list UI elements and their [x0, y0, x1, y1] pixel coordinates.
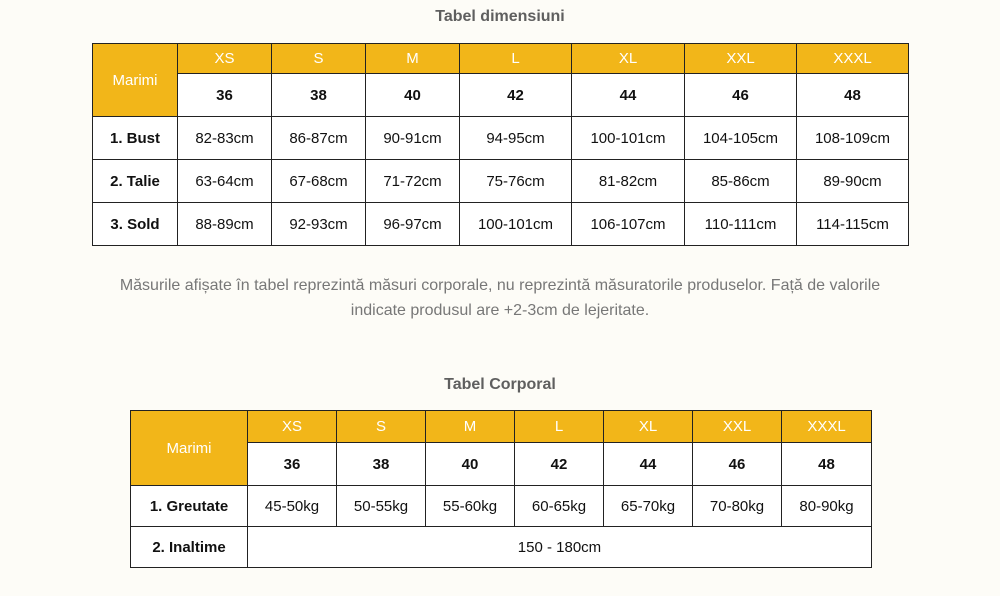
table-cell: 110-111cm	[685, 203, 797, 246]
size-label: S	[337, 411, 426, 443]
size-label: XXXL	[797, 44, 909, 74]
table-cell: 85-86cm	[685, 160, 797, 203]
table-cell: 89-90cm	[797, 160, 909, 203]
table2-title: Tabel Corporal	[444, 376, 556, 393]
size-number: 42	[460, 74, 572, 117]
note-line: indicate produsul are +2-3cm de lejeritate.	[350, 302, 650, 319]
table-cell: 67-68cm	[272, 160, 366, 203]
table1-title: Tabel dimensiuni	[435, 8, 565, 25]
size-number: 48	[797, 74, 909, 117]
size-number: 40	[426, 443, 515, 486]
table-cell: 100-101cm	[572, 117, 685, 160]
table-cell: 104-105cm	[685, 117, 797, 160]
table-cell: 55-60kg	[426, 486, 515, 527]
table-cell: 63-64cm	[178, 160, 272, 203]
table-cell: 92-93cm	[272, 203, 366, 246]
table-cell: 75-76cm	[460, 160, 572, 203]
table-cell: 45-50kg	[248, 486, 337, 527]
size-number: 40	[366, 74, 460, 117]
table-row	[131, 486, 872, 527]
size-label: XL	[604, 411, 693, 443]
size-label: S	[272, 44, 366, 74]
row-label: 2. Inaltime	[131, 527, 248, 568]
size-number: 36	[178, 74, 272, 117]
table-cell: 108-109cm	[797, 117, 909, 160]
table-cell: 70-80kg	[693, 486, 782, 527]
size-label: XXL	[693, 411, 782, 443]
size-label: L	[460, 44, 572, 74]
table-cell: 50-55kg	[337, 486, 426, 527]
size-dimensions-table	[92, 43, 909, 246]
body-size-table	[130, 410, 872, 568]
measurement-note	[40, 273, 960, 323]
size-number: 36	[248, 443, 337, 486]
table-cell: 81-82cm	[572, 160, 685, 203]
table-row	[93, 160, 909, 203]
height-range-cell: 150 - 180cm	[248, 527, 872, 568]
table-cell: 60-65kg	[515, 486, 604, 527]
size-label: M	[426, 411, 515, 443]
table-cell: 88-89cm	[178, 203, 272, 246]
size-label: XS	[248, 411, 337, 443]
table-row	[93, 203, 909, 246]
size-number: 38	[337, 443, 426, 486]
table-cell: 90-91cm	[366, 117, 460, 160]
size-number: 44	[572, 74, 685, 117]
size-number: 46	[685, 74, 797, 117]
size-label: L	[515, 411, 604, 443]
size-label: XS	[178, 44, 272, 74]
sizes-header-label: Marimi	[93, 44, 178, 117]
size-number: 44	[604, 443, 693, 486]
table-cell: 80-90kg	[782, 486, 872, 527]
table-cell: 114-115cm	[797, 203, 909, 246]
row-label: 1. Bust	[93, 117, 178, 160]
sizes-header-label: Marimi	[131, 411, 248, 486]
size-number: 48	[782, 443, 872, 486]
table-cell: 86-87cm	[272, 117, 366, 160]
size-number: 38	[272, 74, 366, 117]
size-label: XXL	[685, 44, 797, 74]
note-line: Măsurile afișate în tabel reprezintă măsuri corporale, nu reprezintă măsuratorile produselor. Față de valorile	[119, 277, 881, 294]
size-number: 42	[515, 443, 604, 486]
table-cell: 96-97cm	[366, 203, 460, 246]
table-cell: 106-107cm	[572, 203, 685, 246]
row-label: 1. Greutate	[131, 486, 248, 527]
row-label: 3. Sold	[93, 203, 178, 246]
row-label: 2. Talie	[93, 160, 178, 203]
size-number: 46	[693, 443, 782, 486]
table-row	[93, 117, 909, 160]
table-row	[131, 527, 872, 568]
table-cell: 94-95cm	[460, 117, 572, 160]
table-cell: 82-83cm	[178, 117, 272, 160]
size-label: M	[366, 44, 460, 74]
table-cell: 65-70kg	[604, 486, 693, 527]
table-cell: 100-101cm	[460, 203, 572, 246]
table-cell: 71-72cm	[366, 160, 460, 203]
size-label: XL	[572, 44, 685, 74]
size-label: XXXL	[782, 411, 872, 443]
